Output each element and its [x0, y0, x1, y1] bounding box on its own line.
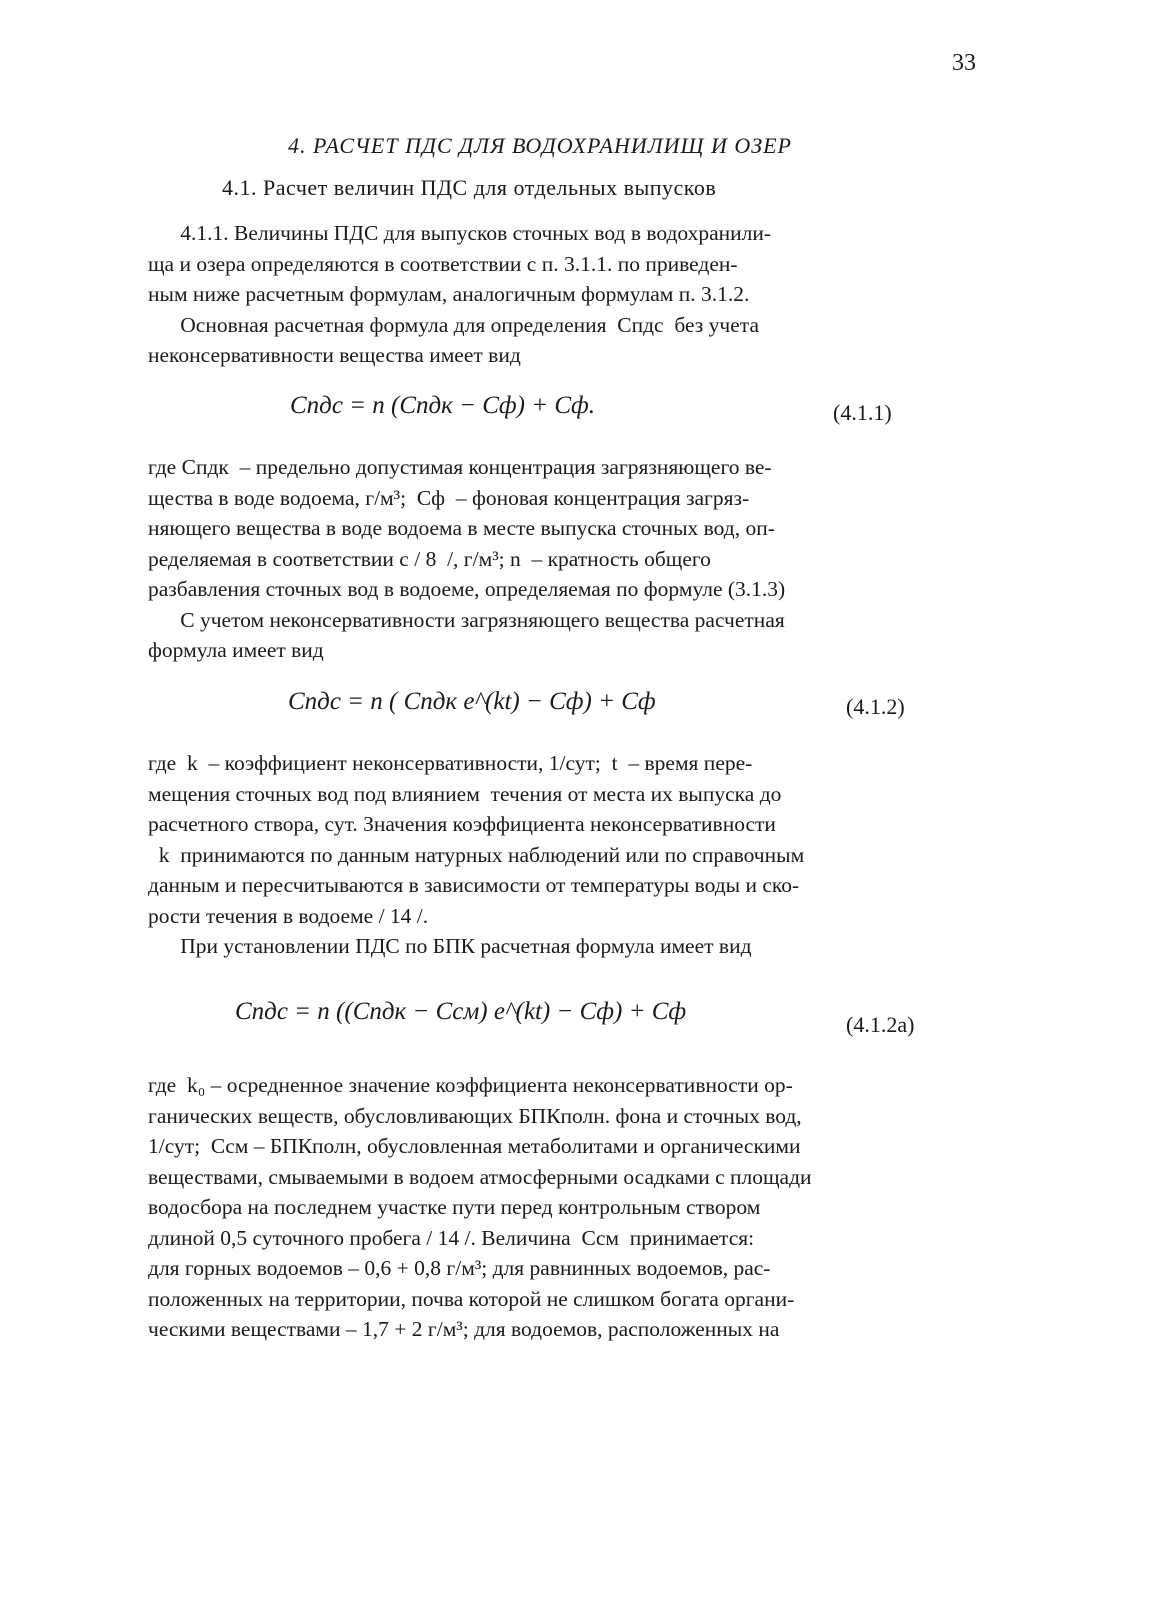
paragraph-2: где Cпдк – предельно допустимая концентрация загрязняющего ве- щества в воде водоема, г/м³; Cф – фоновая концентрация загряз- няющего вещества в воде водоема в месте выпуска сточных вод, оп- ределяемая в соответствии с / 8 /, г/м³; n – кратность общего разбавления сточных вод в водоеме, определяемая по формуле (3.1.3) С учетом неконсервативности загрязняющего вещества расчетная формула имеет вид [148, 455, 786, 662]
formula-4-1-1: Cпдс = n (Cпдк − Cф) + Cф. [290, 392, 596, 419]
formula-4-1-2: Cпдс = n ( Cпдк e^(kt) − Cф) + Cф [288, 688, 656, 715]
page-number: 33 [952, 50, 976, 76]
paragraph-1: 4.1.1. Величины ПДС для выпусков сточных вод в водохранили- ща и озера определяются в соответствии с п. 3.1.1. по приведен- ным ниже расчетным формулам, аналогичным формулам п. 3.1.2. Основная расчетная формула для определения Cпдс без учета неконсервативности вещества имеет вид [148, 221, 772, 367]
formula-number-4-1-2: (4.1.2) [846, 694, 905, 719]
formula-number-4-1-2a: (4.1.2а) [846, 1012, 915, 1037]
section-title: 4. РАСЧЕТ ПДС ДЛЯ ВОДОХРАНИЛИЩ И ОЗЕР [288, 133, 792, 158]
subsection-title: 4.1. Расчет величин ПДС для отдельных выпусков [222, 175, 717, 200]
formula-4-1-2a: Cпдс = n ((Cпдк − Cсм) e^(kt) − Cф) + Cф [235, 998, 687, 1025]
paragraph-3: где k – коэффициент неконсервативности, 1/сут; t – время пере- мещения сточных вод под влиянием течения от места их выпуска до расчетного створа, сут. Значения коэффициента неконсервативности k принимаются по данным натурных наблюдений или по справочным данным и пересчитываются в зависимости от температуры воды и ско- рости течения в водоеме / 14 /. При установлении ПДС по БПК расчетная формула имеет вид [148, 751, 805, 958]
formula-number-4-1-1: (4.1.1) [833, 400, 892, 425]
paragraph-4: где k₀ – осредненное значение коэффициента неконсервативности ор- ганических веществ, обусловливающих БПКполн. фона и сточных вод, 1/сут; Cсм – БПКполн, обусловленная метаболитами и органическими веществами, смываемыми в водоем атмосферными осадками с площади водосбора на последнем участке пути перед контрольным створом длиной 0,5 суточного пробега / 14 /. Величина Cсм принимается: для горных водоемов – 0,6 + 0,8 г/м³; для равнинных водоемов, рас- положенных на территории, почва которой не слишком богата органи- ческими веществами – 1,7 + 2 г/м³; для водоемов, расположенных на [148, 1073, 812, 1341]
